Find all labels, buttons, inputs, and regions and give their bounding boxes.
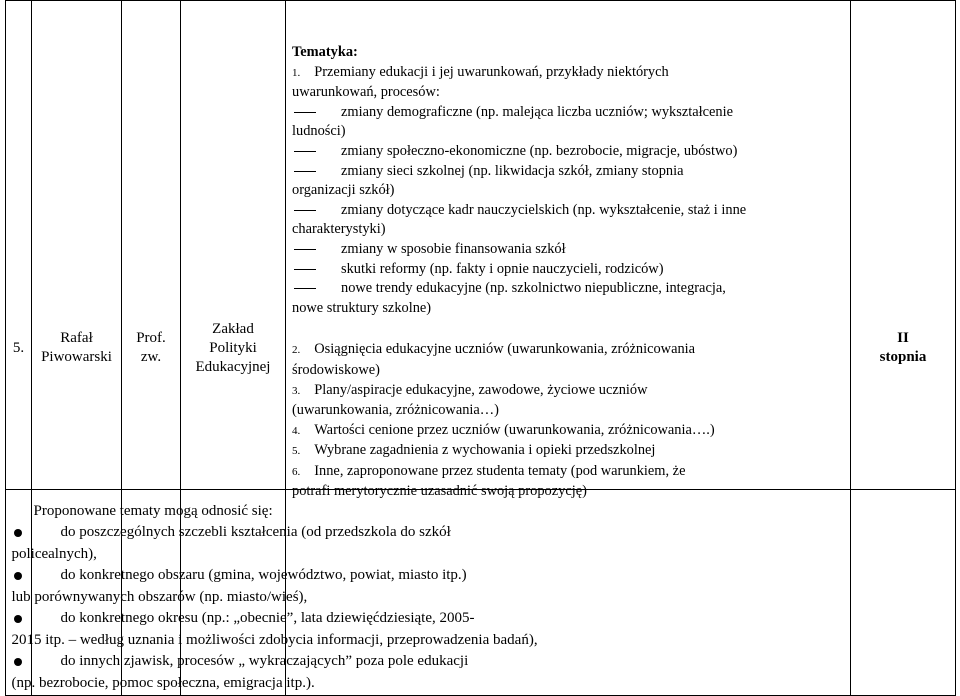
proposals-block: [12, 501, 946, 695]
row-number: 5.: [12, 339, 25, 356]
topic-text: Przemiany edukacji i jej uwarunkowań, przykłady niektórych: [314, 63, 669, 80]
dash-icon: [294, 288, 316, 289]
list-item-text: zmiany społeczno-ekonomiczne (np. bezrobocie, migracje, ubóstwo): [341, 142, 738, 159]
supervisor-first-name: Rafał: [60, 330, 93, 346]
list-item-text: zmiany demograficzne (np. malejąca liczba uczniów; wykształcenie: [341, 103, 733, 120]
topic-continuation: środowiskowe): [292, 361, 380, 378]
list-item: [12, 651, 946, 673]
thesis-topics-table: [5, 0, 956, 696]
dash-icon: [294, 249, 316, 250]
academic-title-line-2: zw.: [140, 349, 162, 365]
topics-block: [286, 1, 850, 502]
department-line-1: Zakład: [212, 320, 254, 337]
dash-icon: [294, 171, 316, 172]
dash-list: [292, 103, 840, 319]
list-item-continuation: 2015 itp. – według uznania i możliwości zdobycia informacji, przeprowadzenia badań),: [11, 631, 538, 648]
bullet-icon: [14, 615, 22, 623]
department-line-2: Polityki: [209, 339, 257, 356]
topic-text: Wybrane zagadnienia z wychowania i opieki przedszkolnej: [314, 442, 656, 459]
list-item-continuation: policealnych),: [11, 545, 97, 562]
topic-text: Plany/aspiracje edukacyjne, zawodowe, życiowe uczniów: [314, 381, 648, 398]
dash-icon: [294, 210, 316, 211]
proposals-intro: Proponowane tematy mogą odnosić się:: [33, 502, 273, 519]
topic-number: 1.: [292, 66, 301, 79]
list-item-text: do konkretnego okresu (np.: „obecnie”, lata dziewięćdziesiąte, 2005-: [60, 610, 475, 626]
topic-text: Osiągnięcia edukacyjne uczniów (uwarunkowania, zróżnicowania: [314, 341, 696, 358]
list-item: [12, 522, 946, 544]
list-item-text: nowe trendy edukacyjne (np. szkolnictwo niepubliczne, integracja,: [341, 280, 726, 297]
list-item-text: do innych zjawisk, procesów „ wykraczających” poza pole edukacji: [60, 653, 469, 669]
list-item: [292, 201, 840, 221]
list-item-continuation: lub porównywanych obszarów (np. miasto/wieś),: [11, 588, 308, 605]
list-item: [292, 260, 840, 280]
list-item-text: do konkretnego obszaru (gmina, województwo, powiat, miasto itp.): [60, 567, 467, 583]
list-item: [12, 565, 946, 587]
topic-item-5: [292, 441, 840, 462]
supervisor-last-name: Piwowarski: [41, 349, 112, 365]
list-item: [292, 240, 840, 260]
list-item: [292, 142, 840, 162]
topic-number: 3.: [292, 384, 301, 397]
list-item-text: zmiany w sposobie finansowania szkół: [341, 240, 566, 257]
dash-icon: [294, 269, 316, 270]
study-level-line-2: stopnia: [879, 349, 927, 365]
department-line-3: Edukacyjnej: [195, 358, 271, 375]
topic-continuation: (uwarunkowania, zróżnicowania…): [292, 402, 499, 419]
topic-item-2: [292, 340, 840, 361]
topic-item-3: [292, 381, 840, 402]
topic-continuation: uwarunkowań, procesów:: [292, 84, 440, 101]
topic-text: Wartości cenione przez uczniów (uwarunkowania, zróżnicowania….): [314, 421, 715, 438]
academic-title-line-1: Prof.: [136, 330, 166, 346]
list-item-continuation: (np. bezrobocie, pomoc społeczna, emigracja itp.).: [11, 674, 315, 691]
list-item: [292, 162, 840, 182]
list-item-continuation: organizacji szkół): [292, 182, 395, 199]
topic-number: 6.: [292, 465, 301, 478]
bullet-icon: [14, 572, 22, 580]
table-row: [6, 1, 956, 696]
list-item-continuation: ludności): [292, 123, 346, 140]
topic-number: 5.: [292, 445, 301, 458]
bullet-icon: [14, 658, 22, 666]
list-item: [292, 103, 840, 123]
dash-icon: [294, 151, 316, 152]
topic-text: Inne, zaproponowane przez studenta tematy (pod warunkiem, że: [314, 462, 686, 479]
section-divider: [6, 489, 956, 490]
bullet-icon: [14, 529, 22, 537]
list-item-text: do poszczególnych szczebli kształcenia (od przedszkola do szkół: [60, 524, 451, 540]
topic-item-4: [292, 421, 840, 442]
topic-number: 4.: [292, 424, 301, 437]
list-item-text: zmiany sieci szkolnej (np. likwidacja szkół, zmiany stopnia: [341, 162, 684, 179]
topic-continuation: potrafi merytorycznie uzasadnić swoją propozycję): [292, 483, 587, 500]
list-item-continuation: nowe struktury szkolne): [292, 299, 432, 316]
topic-item-1: [292, 63, 840, 84]
topic-number: 2.: [292, 344, 301, 357]
list-item: [292, 279, 840, 299]
list-item-continuation: charakterystyki): [292, 221, 386, 238]
list-item-text: zmiany dotyczące kadr nauczycielskich (np. wykształcenie, staż i inne: [341, 201, 747, 218]
topic-item-6: [292, 462, 840, 483]
study-level-line-1: II: [897, 330, 909, 346]
list-item-text: skutki reformy (np. fakty i opnie nauczycieli, rodziców): [341, 260, 664, 277]
list-item: [12, 608, 946, 630]
topics-heading: Tematyka:: [292, 44, 358, 60]
dash-icon: [294, 112, 316, 113]
